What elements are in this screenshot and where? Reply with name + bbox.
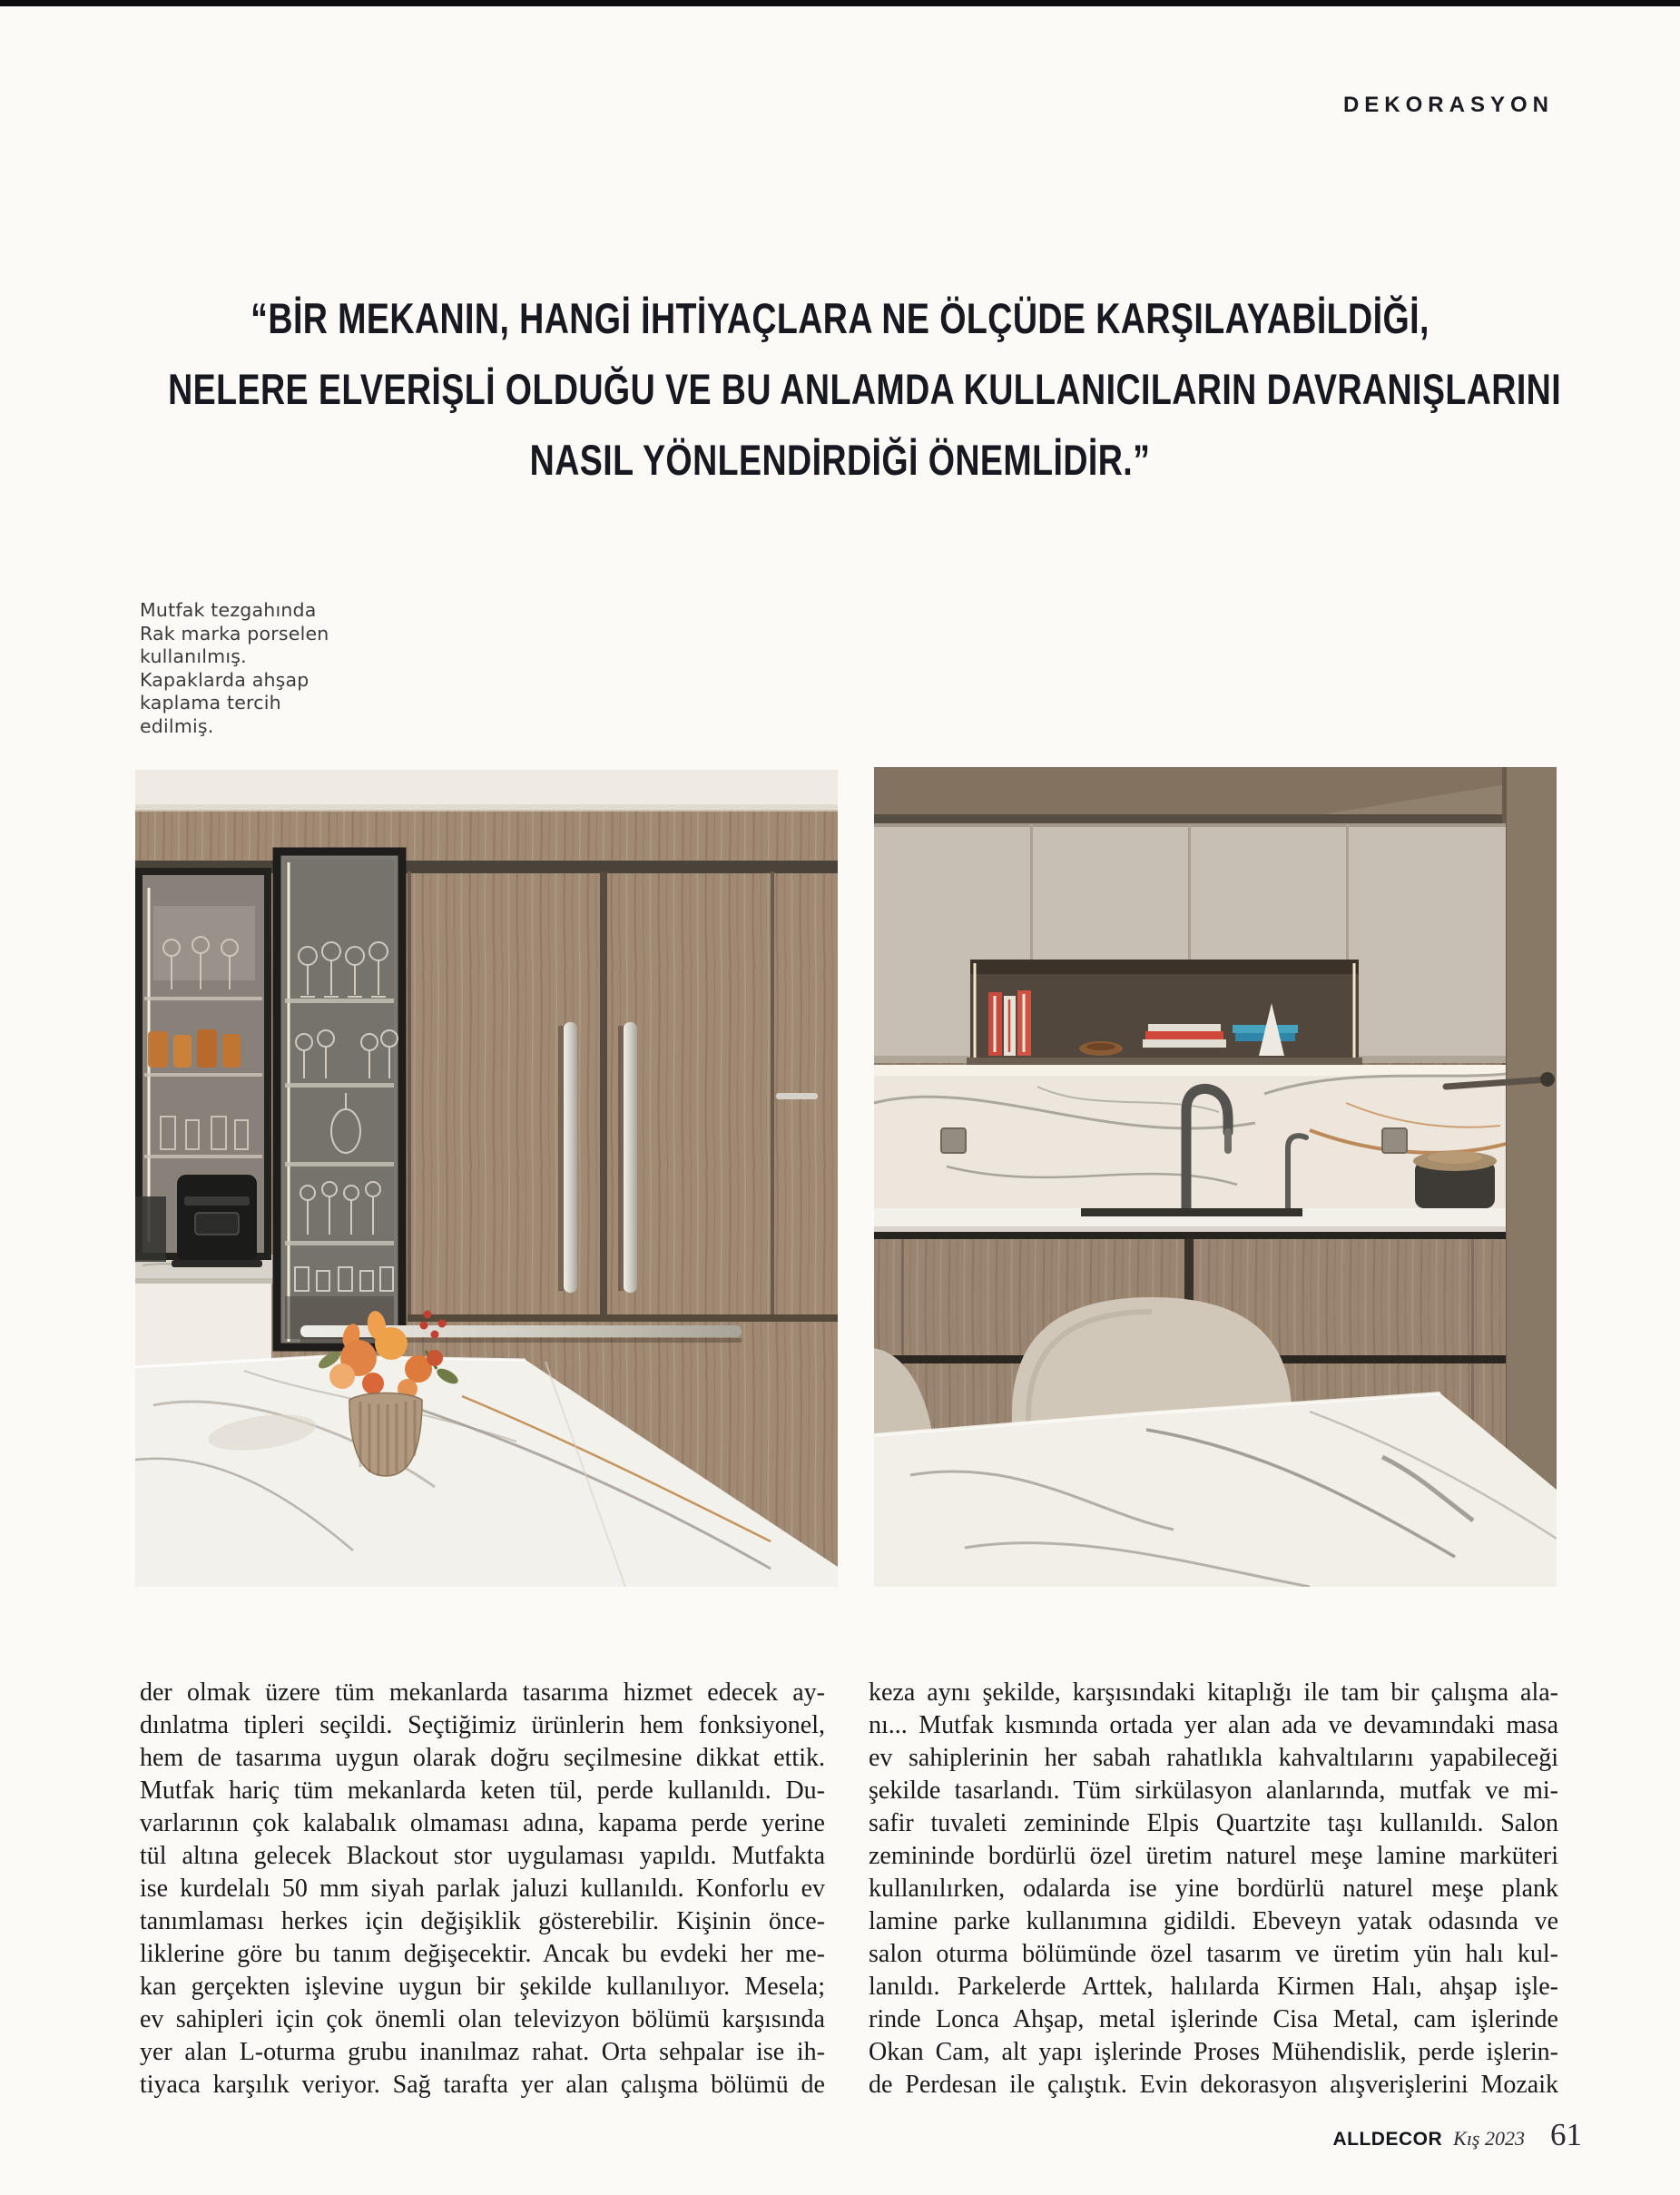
text-line: kullanılmış. bbox=[140, 645, 247, 667]
text-line: tanımlaması herkes için değişiklik gösterebilir. Kişinin önce- bbox=[140, 1907, 825, 1935]
text-line: Kapaklarda ahşap bbox=[140, 668, 309, 691]
kitchen-photo-right bbox=[874, 767, 1557, 1587]
text-line: ise kurdelalı 50 mm siyah parlak jaluzi kullanıldı. Konforlu ev bbox=[140, 1875, 825, 1903]
text-line: hem de tasarıma uygun olarak doğru seçilmesine dikkat ettik. bbox=[140, 1744, 825, 1772]
pull-quote-line: NELERE ELVERİŞLİ OLDUĞU VE BU ANLAMDA KULLANICILARIN DAVRANIŞLARINI bbox=[168, 365, 1562, 413]
text-line: ev sahiplerinin her sabah rahatlıkla kahvaltılarını yapabileceği bbox=[869, 1744, 1558, 1772]
drawer-handle bbox=[300, 1325, 742, 1337]
outlet bbox=[941, 1128, 966, 1153]
text-line: edilmiş. bbox=[140, 714, 214, 737]
text-line: zemininde bordürlü özel üretim naturel meşe lamine marküteri bbox=[869, 1842, 1558, 1870]
article-column-left bbox=[140, 1677, 825, 2101]
open-shelf-niche bbox=[967, 960, 1362, 1065]
page-footer bbox=[1332, 2117, 1582, 2153]
text-line: Rak marka porselen bbox=[140, 622, 329, 645]
text-line: nı... Mutfak kısmında ortada yer alan ada ve devamındaki masa bbox=[869, 1711, 1558, 1739]
text-line: safir tuvaleti zemininde Elpis Quartzite taşı kullanıldı. Salon bbox=[869, 1809, 1558, 1837]
text-line: de Perdesan ile çalıştık. Evin dekorasyon alışverişlerini Mozaik bbox=[869, 2071, 1558, 2099]
text-line: şekilde tasarlandı. Tüm sirkülasyon alanlarında, mutfak ve mi- bbox=[869, 1777, 1558, 1805]
text-line: kan gerçekten işlevine uygun bir şekilde kullanılıyor. Mesela; bbox=[140, 1973, 825, 2001]
text-line: salon oturma bölümünde özel tasarım ve üretim yün halı kul- bbox=[869, 1940, 1558, 1968]
text-line: Okan Cam, alt yapı işlerinde Proses Mühendislik, perde işlerin- bbox=[869, 2038, 1558, 2066]
pull-quote-line: “BİR MEKANIN, HANGİ İHTİYAÇLARA NE ÖLÇÜDE KARŞILAYABİLDİĞİ, bbox=[251, 294, 1429, 342]
text-line: lamine parke kullanımına gidildi. Ebeveyn yatak odasında ve bbox=[869, 1907, 1558, 1935]
pull-quote bbox=[0, 283, 1680, 496]
canister bbox=[1413, 1151, 1497, 1208]
text-line: kullanılırken, odalarda ise yine bordürlü naturel meşe plank bbox=[869, 1875, 1558, 1903]
issue-label: Kış 2023 bbox=[1453, 2127, 1525, 2150]
page-number: 61 bbox=[1550, 2117, 1582, 2152]
countertop bbox=[874, 1208, 1506, 1232]
coffee-machine bbox=[172, 1175, 262, 1267]
text-line: keza aynı şekilde, karşısındaki kitaplığı ile tam bir çalışma ala- bbox=[869, 1678, 1558, 1707]
text-line: Mutfak tezgahında bbox=[140, 599, 317, 621]
outlet bbox=[1382, 1128, 1407, 1153]
text-line: ev sahipleri için çok önemli olan televizyon bölümü karşısında bbox=[140, 2005, 825, 2033]
text-line: Mutfak hariç tüm mekanlarda keten tül, perde kullanıldı. Du- bbox=[140, 1777, 825, 1805]
text-line: lanıldı. Parkelerde Arttek, halılarda Kirmen Halı, ahşap işle- bbox=[869, 1973, 1558, 2001]
section-label: DEKORASYON bbox=[1342, 93, 1554, 117]
pull-quote-line: NASIL YÖNLENDİRDİĞİ ÖNEMLİDİR.” bbox=[529, 436, 1151, 484]
photo-caption bbox=[140, 599, 412, 738]
article-column-right bbox=[869, 1677, 1558, 2101]
text-line: kaplama tercih bbox=[140, 692, 281, 714]
glass-display-cabinet bbox=[277, 851, 402, 1347]
magazine-name: ALLDECOR bbox=[1332, 2129, 1443, 2150]
text-line: tiyaca karşılık veriyor. Sağ tarafta yer alan çalışma bölümü de bbox=[140, 2071, 825, 2099]
text-line: varlarının çok kalabalık olmaması adına, kapama perde yerine bbox=[140, 1809, 825, 1837]
text-line: liklerine göre bu tanım değişecektir. Ancak bu evdeki her me- bbox=[140, 1940, 825, 1968]
kitchen-photo-left bbox=[135, 770, 838, 1587]
text-line: tül altına gelecek Blackout stor uygulaması yapıldı. Mutfakta bbox=[140, 1842, 825, 1870]
text-line: der olmak üzere tüm mekanlarda tasarıma hizmet edecek ay- bbox=[140, 1678, 825, 1707]
top-black-bar bbox=[0, 0, 1680, 6]
ceiling bbox=[135, 770, 838, 810]
text-line: rinde Lonca Ahşap, metal işlerinde Cisa Metal, cam işlerinde bbox=[869, 2005, 1558, 2033]
text-line: dınlatma tipleri seçildi. Seçtiğimiz ürünlerin hem fonksiyonel, bbox=[140, 1711, 825, 1739]
text-line: yer alan L-oturma grubu inanılmaz rahat. Orta sehpalar ise ih- bbox=[140, 2038, 825, 2066]
